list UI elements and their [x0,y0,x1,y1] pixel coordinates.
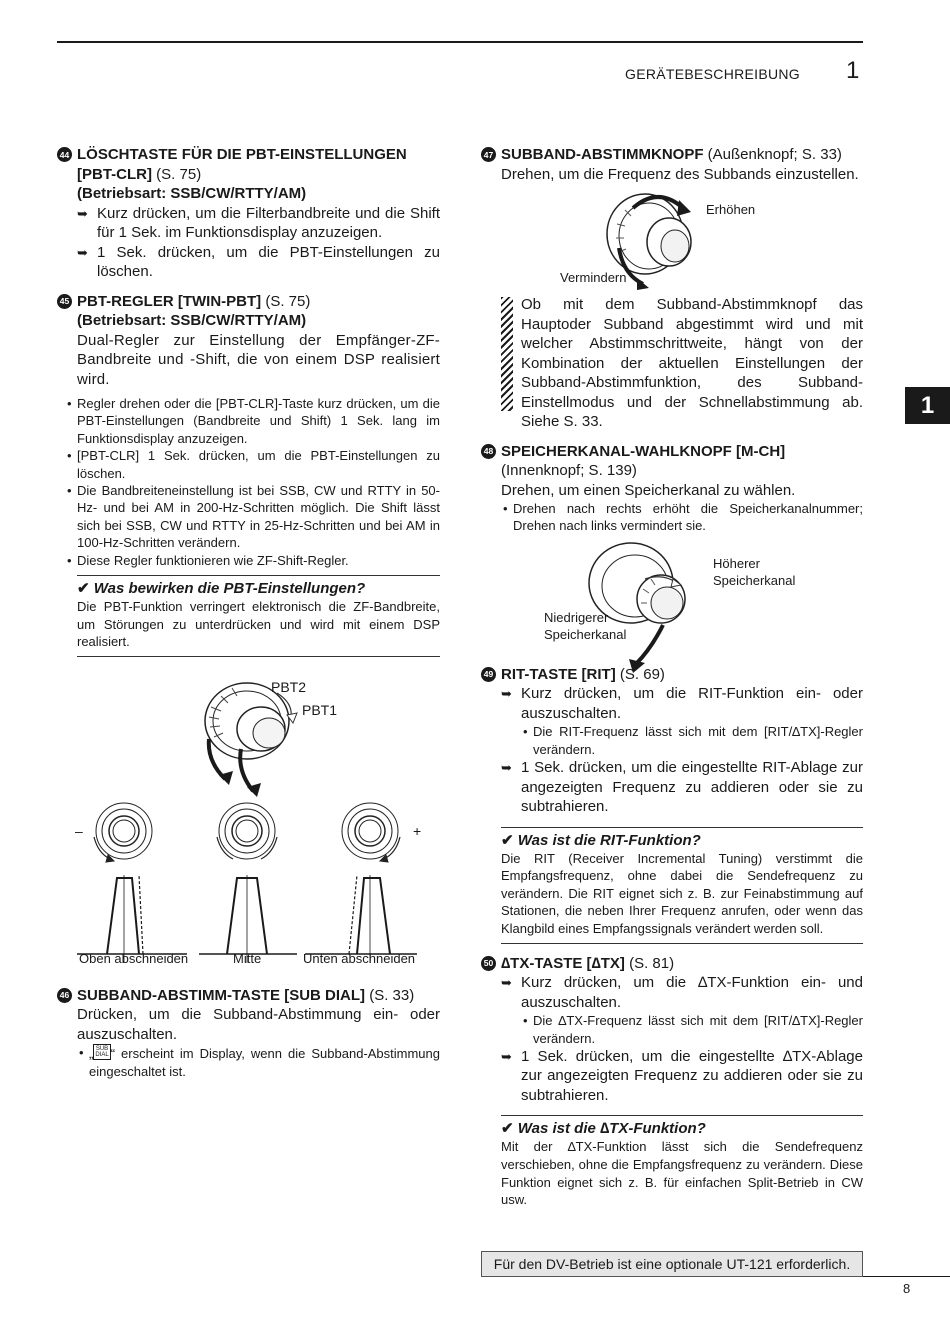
info-box-text: Die RIT (Receiver Incremental Tuning) verstimmt die Empfangsfrequenz, ohne dabei die Sendefrequenz zu verändern. Die RIT eignet sich z. B. zur Feinabstimmung auf Stationen, die neben Ihrer Frequenz anrufen, oder wenn das Klangbild eines Empfangssignals verändert werden soll. [501,850,863,936]
section-ref: (Innenknopf; S. 139) [501,462,637,479]
section-47 [481,145,863,184]
section-title: SUBBAND-ABSTIMM-TASTE [SUB DIAL] (S. 33) [77,986,415,1004]
info-box-text: Mit der ∆TX-Funktion lässt sich die Sendefrequenz verschieben, ohne die Empfangsfrequenz zu verändern. Diese Funktion eignet sich z. B. für einfachen Split-Betrieb in CW usw. [501,1139,863,1208]
section-number-badge: 47 [481,147,496,162]
info-box-title: ✔ Was bewirken die PBT-Einstellungen? [77,580,366,598]
section-title: SUBBAND-ABSTIMMKNOPF (Außenknopf; S. 33) [501,146,842,163]
section-48 [481,442,863,535]
section-title: LÖSCHTASTE FÜR DIE PBT-EINSTELLUNGEN [PBT-CLR] (S. 75) [77,146,407,183]
note-text: Ob mit dem Subband-Abstimmknopf das Hauptoder Subband abgestimmt wird und mit welcher Abstimmschrittweite, hängt von der Kombination der aktuellen Einstellungen der Subband-Abstimmfunktion, des Subband-Einstellmodus und der Schnellabstimmung ab. Siehe S. 33. [521,296,863,430]
bullet-item: • Die Bandbreiteneinstellung ist bei SSB, CW und RTTY in 50-Hz- und bei AM in 200-Hz-Schritten möglich. Die Shift lässt sich bei SSB, CW und RTTY in 25-Hz-Schritten und bei AM in 100-Hz-Schritten verändern. [65,482,440,552]
info-box-pbt [77,575,440,657]
bullet-item: • Diese Regler funktionieren wie ZF-Shift-Regler. [65,552,440,569]
label-decrease: Vermindern [560,270,627,285]
section-title: RIT-TASTE [RIT] (S. 69) [501,665,665,683]
note-hatch-icon [501,297,513,411]
bullet-item: • Drehen nach rechts erhöht die Speicherkanalnummer; Drehen nach links vermindert sie. [501,500,863,535]
section-49 [481,665,863,944]
checkmark-icon: ✔ [77,580,90,598]
pbt-figure [77,663,440,968]
section-title: ∆TX-TASTE [∆TX] (S. 81) [501,954,675,972]
subband-knob-illustration [481,190,863,285]
section-44 [57,145,440,282]
label-increase: Erhöhen [706,202,756,217]
section-number-badge: 44 [57,147,72,162]
info-box-rit [501,827,863,944]
section-45 [57,292,440,390]
section-text: Dual-Regler zur Einstellung der Empfänger-ZF-Bandbreite und -Shift, die von einem DSP realisiert wird. [77,331,440,388]
action-item: ➥ Kurz drücken, um die RIT-Funktion ein- oder auszuschalten. [501,684,863,723]
bullet-item: • [PBT-CLR] 1 Sek. drücken, um die PBT-Einstellungen zu löschen. [65,447,440,482]
note-subband [501,295,863,432]
info-box-dtx [501,1115,863,1213]
pbt-knob-illustration [77,663,440,968]
page-number: 8 [903,1281,911,1296]
section-text: Drehen, um die Frequenz des Subbands einzustellen. [501,165,859,183]
label-higher-channel: Höherer Speicherkanal [713,555,796,588]
section-number-badge: 49 [481,667,496,682]
checkmark-icon: ✔ [501,831,514,849]
section-number-badge: 50 [481,956,496,971]
figure-caption: Oben abschneiden [79,950,189,966]
chapter-title: GERÄTEBESCHREIBUNG [625,66,800,82]
bullet-item: • „ SUB DIAL “ erscheint im Display, wenn die Subband-Abstimmung eingeschaltet ist. [77,1044,440,1080]
left-column [57,145,440,1086]
sub-dial-indicator-icon: SUB DIAL [95,1046,109,1059]
bullet-item: • Die ∆TX-Frequenz lässt sich mit dem [RIT/∆TX]-Regler verändern. [521,1012,863,1047]
mch-knob-figure [481,541,863,661]
info-box-title: ✔ Was ist die ∆TX-Funktion? [501,1120,706,1138]
section-text: Drücken, um die Subband-Abstimmung ein- oder auszuschalten. [77,1006,440,1043]
subband-knob-figure [481,190,863,285]
figure-caption: Mitte [233,950,262,966]
mode-line: (Betriebsart: SSB/CW/RTTY/AM) [77,312,307,329]
figure-caption: Unten abschneiden [303,950,416,966]
mode-line: (Betriebsart: SSB/CW/RTTY/AM) [77,185,307,202]
mch-knob-illustration [481,541,863,661]
bullet-item: • Regler drehen oder die [PBT-CLR]-Taste kurz drücken, um die PBT-Einstellungen (Bandbreite und Shift) 1 Sek. lang im Funktionsdisplay anzuzeigen. [65,395,440,447]
info-box-title: ✔ Was ist die RIT-Funktion? [501,831,701,849]
svg-text:+: + [413,822,422,839]
section-text: Drehen, um einen Speicherkanal zu wählen. [501,481,796,499]
page-number-rule [863,1276,950,1277]
checkmark-icon: ✔ [501,1120,514,1138]
section-number-badge: 46 [57,988,72,1003]
action-item: ➥ Kurz drücken, um die Filterbandbreite und die Shift für 1 Sek. im Funktionsdisplay anzuzeigen. [77,204,440,243]
section-46 [57,986,440,1080]
action-item: ➥ Kurz drücken, um die ∆TX-Funktion ein- und auszuschalten. [501,973,863,1012]
svg-text:PBT2: PBT2 [271,678,307,695]
footer-note: Für den DV-Betrieb ist eine optionale UT-121 erforderlich. [481,1251,863,1277]
section-50 [481,954,863,1214]
chapter-number: 1 [846,57,860,84]
header-rule [57,41,863,43]
chapter-side-tab: 1 [905,387,950,424]
info-box-text: Die PBT-Funktion verringert elektronisch die ZF-Bandbreite, um Störungen zu unterdrücken und wird mit einem DSP realisiert. [77,599,440,650]
right-column [481,145,863,1220]
label-lower-channel: Niedrigerer Speicherkanal [544,609,627,642]
action-item: ➥ 1 Sek. drücken, um die eingestellte ∆TX-Ablage zur angezeigten Frequenz zu addieren oder sie zu subtrahieren. [501,1047,863,1106]
section-number-badge: 48 [481,444,496,459]
action-item: ➥ 1 Sek. drücken, um die eingestellte RIT-Ablage zur angezeigten Frequenz zu addieren oder sie zu subtrahieren. [501,758,863,817]
svg-text:PBT1: PBT1 [302,701,338,718]
section-number-badge: 45 [57,294,72,309]
svg-text:–: – [75,822,83,839]
section-title: PBT-REGLER [TWIN-PBT] (S. 75) [77,292,311,310]
bullet-item: • Die RIT-Frequenz lässt sich mit dem [RIT/∆TX]-Regler verändern. [521,723,863,758]
action-item: ➥ 1 Sek. drücken, um die PBT-Einstellungen zu löschen. [77,243,440,282]
section-title: SPEICHERKANAL-WAHLKNOPF [M-CH] [501,442,786,460]
